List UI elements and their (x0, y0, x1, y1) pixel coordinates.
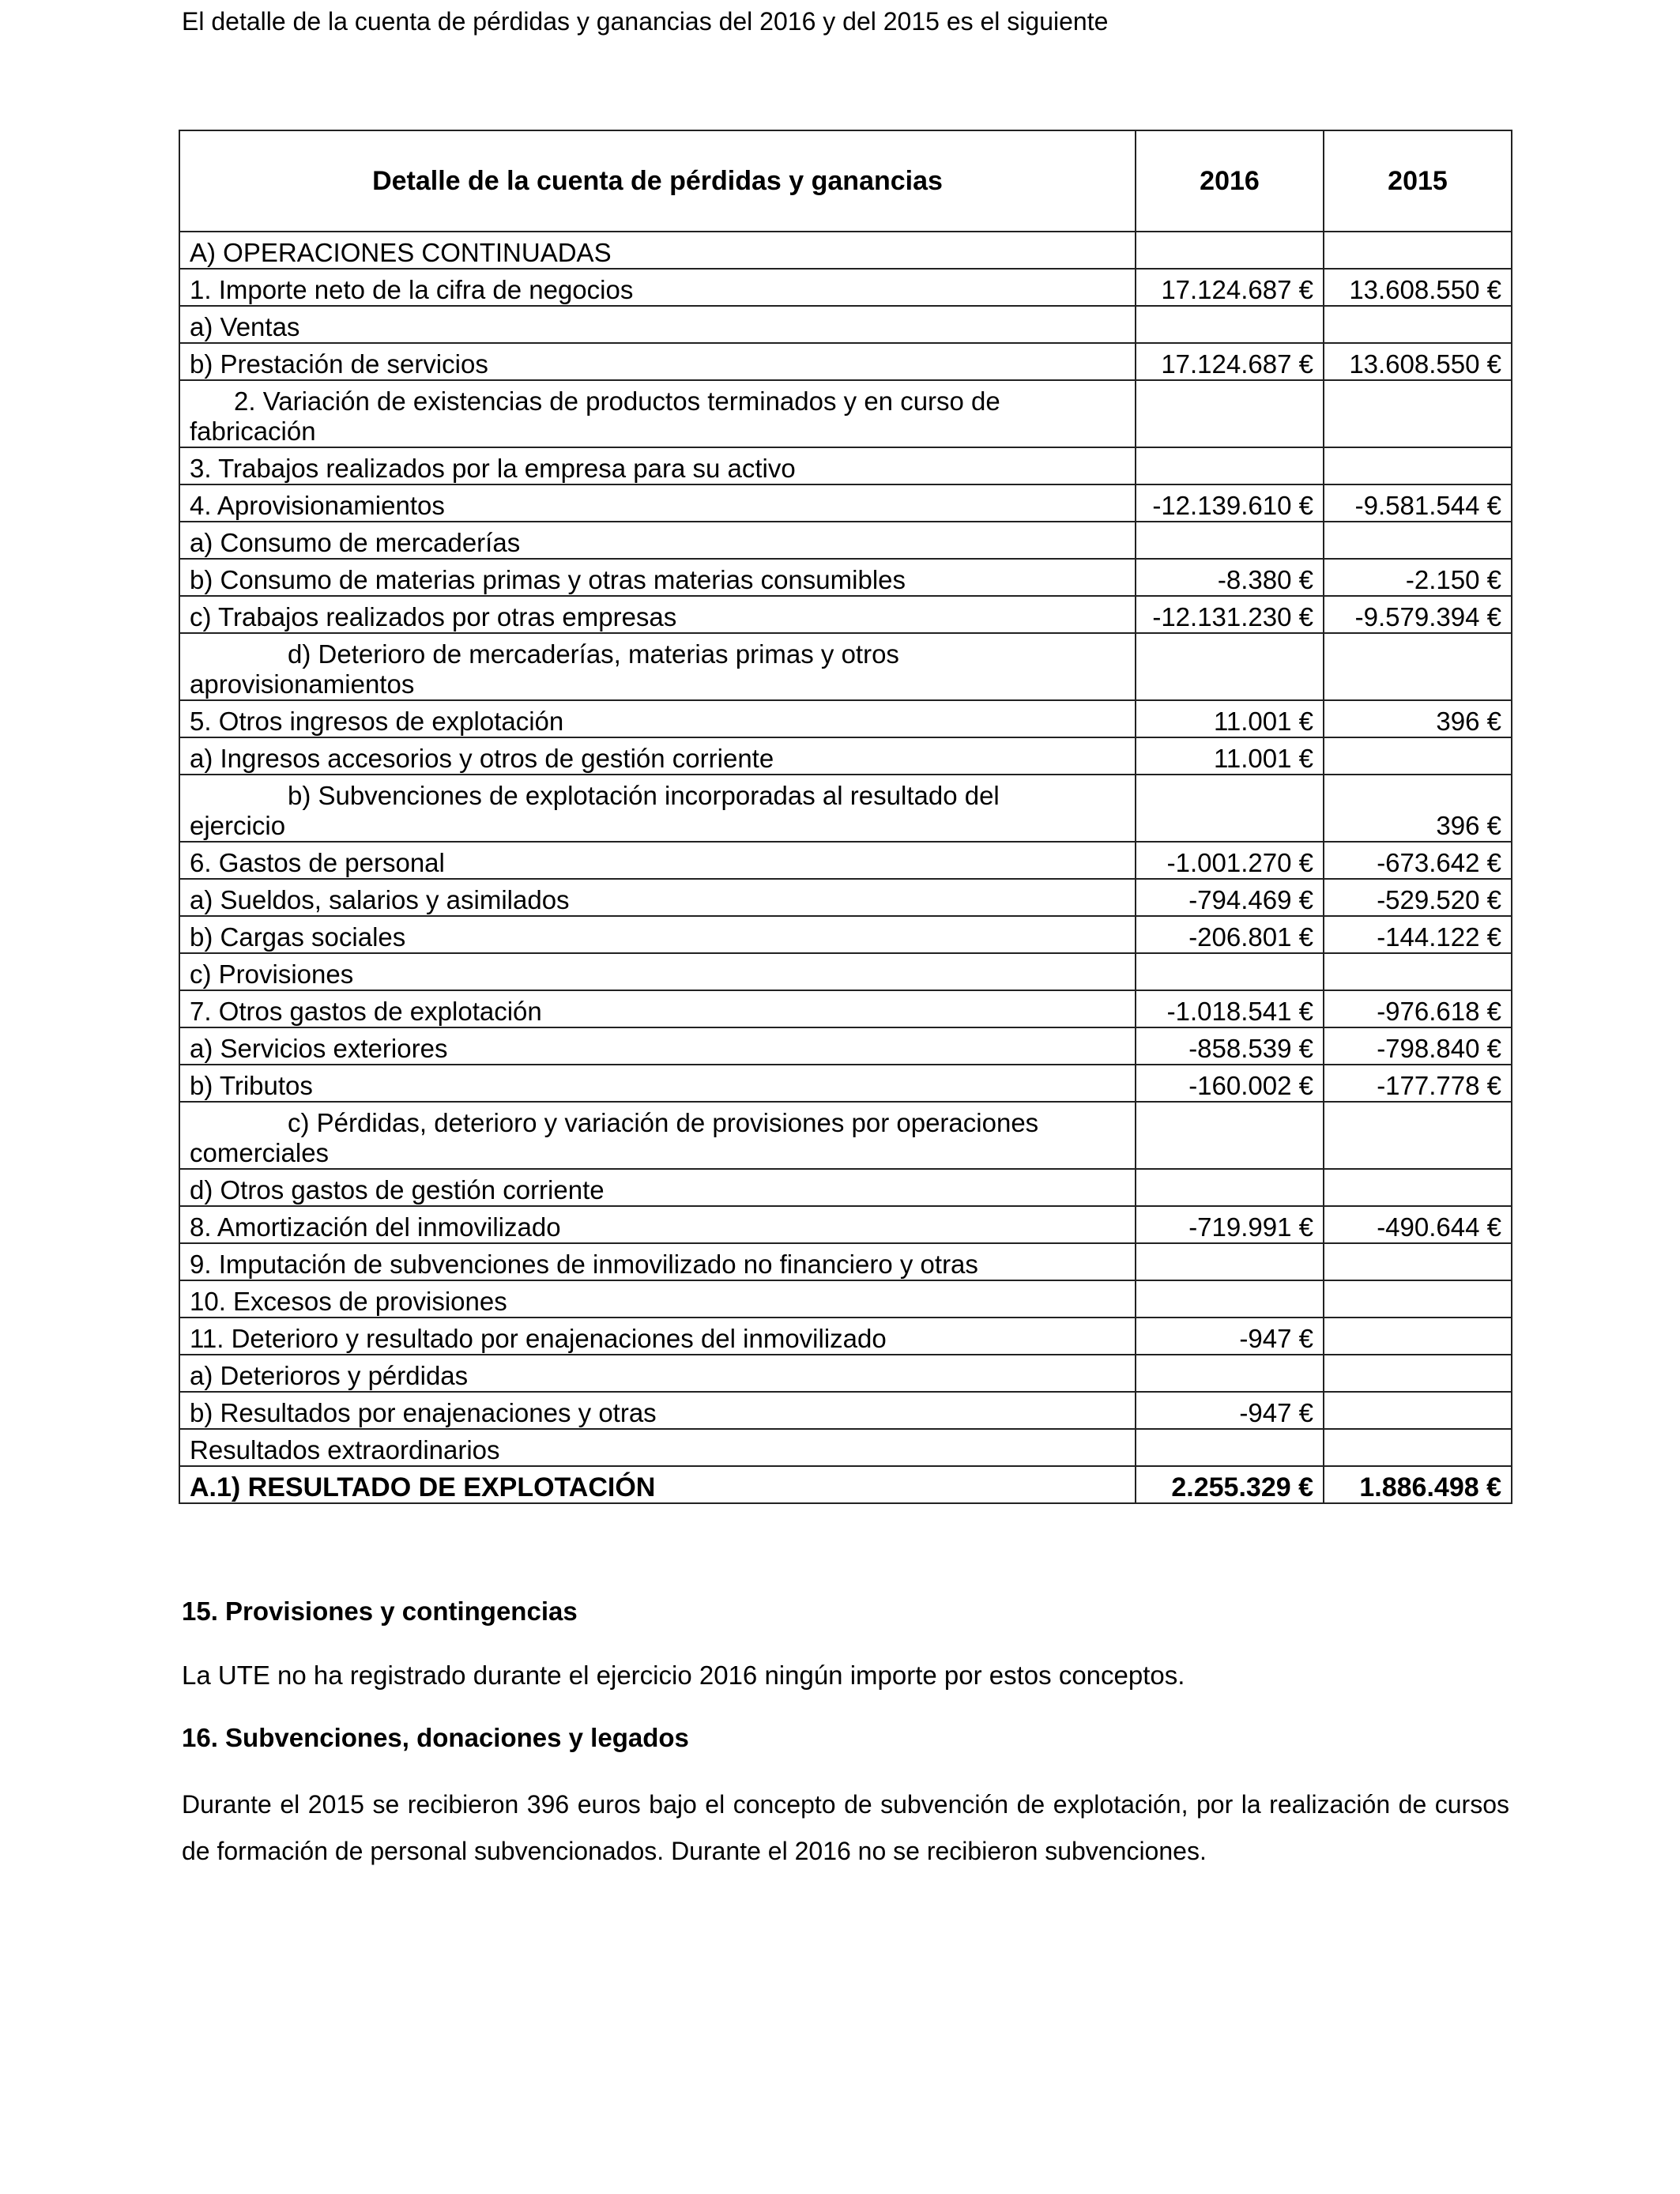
table-row (179, 1169, 1512, 1206)
table-row (179, 484, 1512, 522)
value-2016 (1136, 775, 1324, 842)
value-2015 (1324, 1429, 1512, 1466)
table-row (179, 447, 1512, 484)
row-label-line2: comerciales (190, 1138, 330, 1167)
table-row (179, 953, 1512, 990)
row-label: 4. Aprovisionamientos (179, 484, 1136, 522)
row-label: a) Deterioros y pérdidas (179, 1355, 1136, 1392)
table-row (179, 879, 1512, 916)
row-label: b) Prestación de servicios (179, 343, 1136, 380)
value-2015 (1324, 1355, 1512, 1392)
value-2015: -177.778 € (1324, 1065, 1512, 1102)
value-2016 (1136, 1280, 1324, 1318)
table-row (179, 306, 1512, 343)
value-2016: 17.124.687 € (1136, 269, 1324, 306)
value-2016 (1136, 1355, 1324, 1392)
row-label-wrapped (179, 1102, 1136, 1169)
value-2016 (1136, 1169, 1324, 1206)
intro-text: El detalle de la cuenta de pérdidas y ganancias del 2016 y del 2015 es el siguiente (182, 7, 1109, 36)
table-row (179, 559, 1512, 596)
value-2016: -719.991 € (1136, 1206, 1324, 1243)
row-label: 5. Otros ingresos de explotación (179, 700, 1136, 737)
value-2016: -858.539 € (1136, 1027, 1324, 1065)
value-2015 (1324, 1318, 1512, 1355)
table-header-row (179, 130, 1512, 232)
value-2015 (1324, 953, 1512, 990)
row-label: b) Tributos (179, 1065, 1136, 1102)
value-2015 (1324, 522, 1512, 559)
table-row (179, 990, 1512, 1027)
value-2016 (1136, 447, 1324, 484)
value-2015 (1324, 380, 1512, 447)
value-2016: -206.801 € (1136, 916, 1324, 953)
value-2015 (1324, 306, 1512, 343)
value-2015: -144.122 € (1324, 916, 1512, 953)
row-label: 8. Amortización del inmovilizado (179, 1206, 1136, 1243)
row-label-line2: aprovisionamientos (190, 669, 415, 699)
row-label: a) Consumo de mercaderías (179, 522, 1136, 559)
section-16-heading: 16. Subvenciones, donaciones y legados (182, 1723, 689, 1752)
value-2015 (1324, 1169, 1512, 1206)
table-row (179, 775, 1512, 842)
value-2016: -794.469 € (1136, 879, 1324, 916)
value-2015 (1324, 737, 1512, 775)
value-2015: 396 € (1324, 775, 1512, 842)
table-row (179, 1318, 1512, 1355)
pl-table (179, 130, 1512, 1504)
value-2016: -12.131.230 € (1136, 596, 1324, 633)
table-row (179, 1102, 1512, 1169)
table-row (179, 269, 1512, 306)
value-2016 (1136, 232, 1324, 269)
section-15-heading: 15. Provisiones y contingencias (182, 1596, 578, 1626)
table-row (179, 737, 1512, 775)
row-label-line2: ejercicio (190, 811, 286, 840)
section-15-text: La UTE no ha registrado durante el ejercicio 2016 ningún importe por estos conceptos. (182, 1661, 1185, 1690)
row-label-line1: b) Subvenciones de explotación incorporadas al resultado del (288, 781, 1000, 810)
value-2015: -976.618 € (1324, 990, 1512, 1027)
value-2016 (1136, 1429, 1324, 1466)
row-label: 9. Imputación de subvenciones de inmovilizado no financiero y otras (179, 1243, 1136, 1280)
header-2015: 2015 (1324, 130, 1512, 232)
row-label: 10. Excesos de provisiones (179, 1280, 1136, 1318)
row-label: c) Trabajos realizados por otras empresas (179, 596, 1136, 633)
value-2016: -8.380 € (1136, 559, 1324, 596)
value-2016 (1136, 633, 1324, 700)
row-label: a) Ingresos accesorios y otros de gestión corriente (179, 737, 1136, 775)
value-2015: -529.520 € (1324, 879, 1512, 916)
value-2016: -947 € (1136, 1392, 1324, 1429)
row-label: b) Resultados por enajenaciones y otras (179, 1392, 1136, 1429)
table-total-row (179, 1466, 1512, 1503)
row-label: 7. Otros gastos de explotación (179, 990, 1136, 1027)
value-2016 (1136, 380, 1324, 447)
table-row (179, 842, 1512, 879)
table-row (179, 1429, 1512, 1466)
value-2015: 1.886.498 € (1324, 1466, 1512, 1503)
value-2015: 13.608.550 € (1324, 269, 1512, 306)
value-2015: 13.608.550 € (1324, 343, 1512, 380)
table-row (179, 1243, 1512, 1280)
row-label: b) Cargas sociales (179, 916, 1136, 953)
table-row (179, 1065, 1512, 1102)
row-label-wrapped (179, 775, 1136, 842)
table-row (179, 380, 1512, 447)
header-concept: Detalle de la cuenta de pérdidas y ganancias (179, 130, 1136, 232)
row-label: A) OPERACIONES CONTINUADAS (179, 232, 1136, 269)
value-2016 (1136, 1243, 1324, 1280)
value-2016: -947 € (1136, 1318, 1324, 1355)
row-label-wrapped (179, 633, 1136, 700)
value-2015: -9.579.394 € (1324, 596, 1512, 633)
row-label: a) Servicios exteriores (179, 1027, 1136, 1065)
row-label: Resultados extraordinarios (179, 1429, 1136, 1466)
row-label-line1: c) Pérdidas, deterioro y variación de provisiones por operaciones (288, 1108, 1039, 1137)
section-16-text: Durante el 2015 se recibieron 396 euros bajo el concepto de subvención de explotación, por la realización de cursos de formación de personal subvencionados. Durante el 2016 no se recibieron subvenciones. (182, 1790, 1509, 1865)
row-label: c) Provisiones (179, 953, 1136, 990)
row-label: 1. Importe neto de la cifra de negocios (179, 269, 1136, 306)
value-2015: -798.840 € (1324, 1027, 1512, 1065)
row-label: d) Otros gastos de gestión corriente (179, 1169, 1136, 1206)
value-2015: -9.581.544 € (1324, 484, 1512, 522)
value-2015 (1324, 447, 1512, 484)
value-2015 (1324, 1392, 1512, 1429)
row-label: a) Sueldos, salarios y asimilados (179, 879, 1136, 916)
value-2016: 2.255.329 € (1136, 1466, 1324, 1503)
value-2015 (1324, 1280, 1512, 1318)
table-row (179, 633, 1512, 700)
value-2016 (1136, 953, 1324, 990)
table-row (179, 1027, 1512, 1065)
value-2015: -673.642 € (1324, 842, 1512, 879)
row-label-line1: 2. Variación de existencias de productos terminados y en curso de (234, 386, 1000, 416)
row-label: 6. Gastos de personal (179, 842, 1136, 879)
value-2016: -1.018.541 € (1136, 990, 1324, 1027)
row-label: a) Ventas (179, 306, 1136, 343)
value-2015: 396 € (1324, 700, 1512, 737)
row-label: 11. Deterioro y resultado por enajenaciones del inmovilizado (179, 1318, 1136, 1355)
value-2015 (1324, 633, 1512, 700)
table-row (179, 916, 1512, 953)
header-2016: 2016 (1136, 130, 1324, 232)
row-label: b) Consumo de materias primas y otras materias consumibles (179, 559, 1136, 596)
value-2015: -490.644 € (1324, 1206, 1512, 1243)
table-row (179, 700, 1512, 737)
table-row (179, 1280, 1512, 1318)
value-2015 (1324, 1243, 1512, 1280)
table-row (179, 596, 1512, 633)
value-2015 (1324, 232, 1512, 269)
value-2016 (1136, 522, 1324, 559)
row-label: 3. Trabajos realizados por la empresa para su activo (179, 447, 1136, 484)
table-row (179, 1355, 1512, 1392)
value-2015: -2.150 € (1324, 559, 1512, 596)
row-label: A.1) RESULTADO DE EXPLOTACIÓN (179, 1466, 1136, 1503)
value-2016: 11.001 € (1136, 737, 1324, 775)
value-2016: -12.139.610 € (1136, 484, 1324, 522)
table-row (179, 522, 1512, 559)
row-label-wrapped (179, 380, 1136, 447)
value-2016: 17.124.687 € (1136, 343, 1324, 380)
row-label-line1: d) Deterioro de mercaderías, materias primas y otros (288, 639, 899, 669)
value-2015 (1324, 1102, 1512, 1169)
table-row (179, 1392, 1512, 1429)
value-2016 (1136, 306, 1324, 343)
value-2016: -1.001.270 € (1136, 842, 1324, 879)
value-2016: -160.002 € (1136, 1065, 1324, 1102)
value-2016: 11.001 € (1136, 700, 1324, 737)
table-row (179, 232, 1512, 269)
value-2016 (1136, 1102, 1324, 1169)
table-row (179, 343, 1512, 380)
table-row (179, 1206, 1512, 1243)
row-label-line2: fabricación (190, 417, 316, 446)
